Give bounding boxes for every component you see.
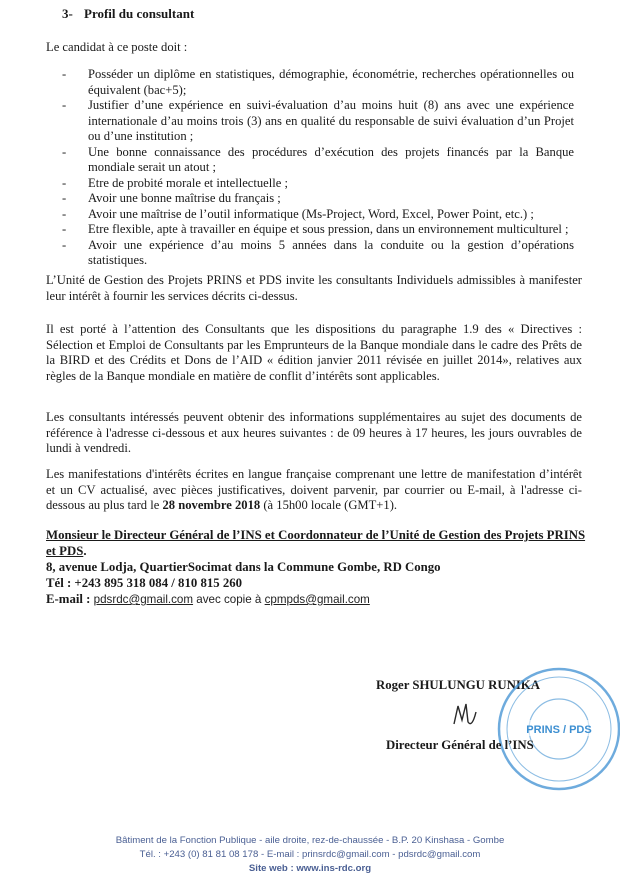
- recipient: Monsieur le Directeur Général de l’INS et Coordonnateur de l’Unité de Gestion des Projets PRINS et PDS: [46, 528, 586, 558]
- invite-paragraph: L’Unité de Gestion des Projets PRINS et PDS invite les consultants Individuels admissibles à manifester leur intérêt à fournir les services décrits ci-dessus.: [46, 273, 582, 303]
- list-item: - Une bonne connaissance des procédures d’exécution des projets financés par la Banque mondiale serait un atout ;: [62, 145, 574, 176]
- submission-deadline: 28 novembre 2018: [162, 498, 261, 512]
- contact-block: [46, 527, 586, 608]
- email-label: E-mail :: [46, 592, 91, 606]
- submission-text: Les manifestations d'intérêts écrites en langue française comprenant une lettre de manifestation d’intérêt et un CV actualisé, avec pièces justificatives, doivent parvenir, par courrier ou E-mail, à l'adresse ci-dessous au plus tard le: [46, 467, 582, 512]
- footer-address: Bâtiment de la Fonction Publique - aile droite, rez-de-chaussée - B.P. 20 Kinshasa - Gombe: [115, 835, 505, 846]
- official-stamp: [494, 664, 620, 794]
- copy-text: avec copie à: [196, 593, 262, 606]
- requirements-list: [62, 67, 574, 269]
- signatory-name: Roger SHULUNGU RUNIKA: [376, 678, 540, 692]
- list-item: - Etre de probité morale et intellectuelle ;: [62, 176, 574, 192]
- address: 8, avenue Lodja, QuartierSocimat dans la Commune Gombe, RD Congo: [46, 560, 441, 574]
- section-heading: [62, 6, 194, 22]
- phone: Tél : +243 895 318 084 / 810 815 260: [46, 576, 243, 590]
- footer: [0, 834, 620, 876]
- email-line: [46, 591, 586, 608]
- attention-paragraph: Il est porté à l’attention des Consultants que les dispositions du paragraphe 1.9 des « Directives : Sélection et Emploi de Consultants par les Emprunteurs de la Banque mondiale dans le cadre des Prêts de la BIRD et des Crédits et Dons de l’AID « édition janvier 2011 révisée en juillet 2014», relatives aux règles de la Banque mondiale en matière de conflit d’intérêts sont applicables.: [46, 322, 582, 383]
- footer-contact: Tél. : +243 (0) 81 81 08 178 - E-mail : prinsrdc@gmail.com - pdsrdc@gmail.com: [139, 849, 481, 860]
- list-item: - Avoir une bonne maîtrise du français ;: [62, 191, 574, 207]
- email-link[interactable]: pdsrdc@gmail.com: [93, 593, 194, 606]
- copy-email-link[interactable]: cpmpds@gmail.com: [264, 593, 370, 606]
- list-item: - Justifier d’une expérience en suivi-évaluation d’au moins huit (8) ans avec une expérience internationale d’au moins trois (3) ans en qualité du responsable de suivi évaluation d’un Projet ou d’une institution ;: [62, 98, 574, 145]
- submission-paragraph: [46, 467, 582, 514]
- list-item: - Posséder un diplôme en statistiques, démographie, économétrie, recherches opérationnelles ou équivalent (bac+5);: [62, 67, 574, 98]
- signatory-title: Directeur Général de l’INS: [386, 738, 534, 752]
- list-item: - Avoir une maîtrise de l’outil informatique (Ms-Project, Word, Excel, Power Point, etc.) ;: [62, 207, 574, 223]
- section-title: Profil du consultant: [84, 6, 195, 21]
- stamp-text: PRINS / PDS: [526, 724, 592, 736]
- list-item: - Etre flexible, apte à travailler en équipe et sous pression, dans un environnement multiculturel ;: [62, 222, 574, 238]
- recipient-end: .: [83, 544, 87, 558]
- submission-time: (à 15h00 locale (GMT+1).: [260, 498, 398, 512]
- info-paragraph: Les consultants intéressés peuvent obtenir des informations supplémentaires au sujet des documents de référence à l'adresse ci-dessous et aux heures suivantes : de 09 heures à 17 heures, les jours ouvrables de lundi à vendredi.: [46, 410, 582, 455]
- intro-text: Le candidat à ce poste doit :: [46, 40, 188, 54]
- list-item: - Avoir une expérience d’au moins 5 années dans la conduite ou la gestion d’opérations statistiques.: [62, 238, 574, 269]
- handwritten-signature: [448, 694, 482, 734]
- footer-website: Site web : www.ins-rdc.org: [248, 863, 372, 874]
- section-number: 3-: [62, 6, 73, 21]
